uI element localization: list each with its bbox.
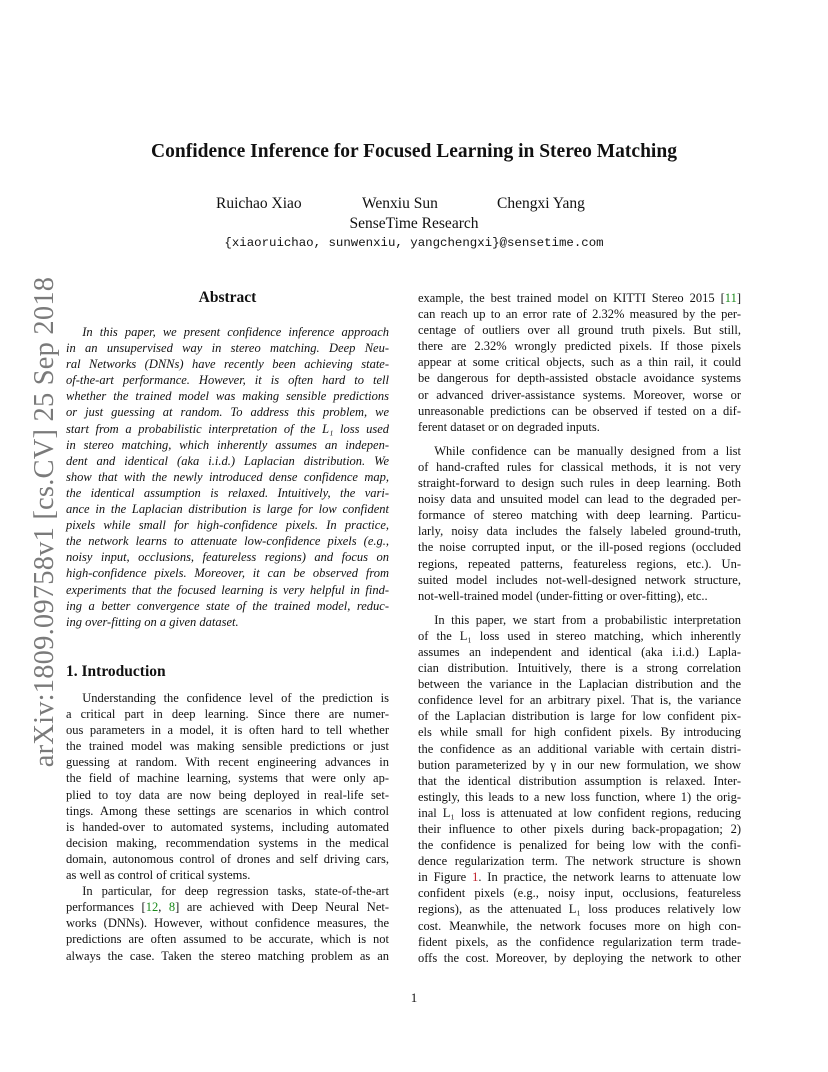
text-span: , [158,900,169,915]
text-line: formance of stereo matching with deep learning. Particu- [418,508,741,523]
text-line: show that with the newly introduced dense confidence map, [66,469,389,484]
text-line: works (DNNs). However, without confidence measures, the [66,916,389,931]
abstract-heading: Abstract [198,289,257,306]
text-line: suited model includes not-well-designed network structure, [418,572,741,587]
text-line: confidence level for an arbitrary pixel. That is, the variance [418,693,741,708]
text-line: that the identical distribution assumption is relaxed. Inter- [418,773,741,788]
text-line: In this paper, we present confidence inference approach [82,325,389,339]
text-line: ous parameters in a model, it is often hard to tell whether [66,723,389,738]
text-line: dence regularization term. The network structure is shown [418,854,741,869]
text-line: predictions are often assumed to be accurate, which is not [66,932,389,947]
text-line: regions), as the attenuated L₁ loss produces relatively low [418,902,741,917]
text-span: ] [736,291,741,305]
text-line: dent and identical (aka i.i.d.) Laplacian distribution. We [66,453,389,468]
text-span: in Figure [418,870,473,885]
right-column [418,290,741,966]
intro-paragraph-2 [66,883,389,963]
text-line: of the L₁ loss used in stereo matching, which inherently [418,628,741,643]
text-line: cost. Meanwhile, the network focuses more on high con- [418,918,741,933]
text-line: regions, repeated patterns, featureless regions, etc.). Un- [418,556,741,571]
right-paragraph-3 [418,612,741,966]
text-line: as well as control of critical systems. [66,868,251,883]
text-line: of the Laplacian distribution is large for low confident pix- [418,709,741,724]
citation-link[interactable]: 11 [724,291,737,305]
text-line: tings. Among these settings are scenarios in which control [66,803,389,818]
page-number: 1 [410,990,418,1005]
paper-title: Confidence Inference for Focused Learning in Stereo Matching [151,141,677,162]
citation-link[interactable]: 12 [145,900,159,915]
abstract-paragraph [66,324,389,630]
text-line: there are 2.32% wrongly predicted pixels. If those pixels [418,339,741,354]
text-line: assumes an independent and identical (aka i.i.d.) Lapla- [418,644,741,659]
author-2: Wenxiu Sun [362,195,438,212]
text-line [418,290,741,306]
section-heading-introduction: 1. Introduction [66,663,166,680]
author-3: Chengxi Yang [497,195,585,212]
text-line: decision making, recommendation systems in the medical [66,835,389,850]
text-span: performances [ [66,900,146,915]
author-emails: {xiaoruichao, sunwenxiu, yangchengxi}@sensetime.com [224,236,604,250]
right-paragraph-1 [418,290,741,435]
text-line: the network learns to attenuate low-confidence pixels (e.g., [66,534,389,549]
text-span: example, the best trained model on KITTI Stereo 2015 [ [418,291,725,305]
text-line: ance in the Laplacian distribution is large for low confident [66,502,389,517]
text-line: inal L₁ loss is attenuated at low confident regions, reducing [418,805,741,820]
text-line: their influence to other pixels during back-propagation; 2) [418,822,741,836]
text-line: ferent dataset or on degraded inputs. [418,419,600,434]
text-line: unreasonable predictions can be observed if tested on a dif- [418,403,741,418]
abstract-body [66,324,389,630]
text-line: guessing at random. With recent engineering advances in [66,755,389,770]
text-line: straight-forward to design such rules in deep learning. Both [418,476,741,491]
text-line: larly, noisy data includes the falsely labeled ground-truth, [418,524,741,539]
text-line: high-confidence pixels. Moreover, it can be observed from [66,566,389,581]
arxiv-sidebar: arXiv:1809.09758v1 [cs.CV] 25 Sep 2018 [29,276,60,768]
text-line: While confidence can be manually designed from a list [434,443,741,458]
text-line: bution parameterized by γ in our new formulation, we show [418,757,741,772]
citation-link[interactable]: 8 [168,900,176,915]
text-line: between the variance in the Laplacian distribution and the [418,677,741,692]
text-line: or advanced driver-assistance systems. Moreover, worse or [418,387,741,402]
text-line: in stereo matching, which inherently assumes an indepen- [66,437,389,452]
text-line [66,899,389,915]
text-line: Understanding the confidence level of the prediction is [82,691,389,705]
text-line: In this paper, we start from a probabilistic interpretation [434,612,741,627]
text-line: plied to toy data are now being deployed in real-life set- [66,787,389,802]
text-line: pixels while small for high-confidence pixels. In practice, [66,518,389,533]
intro-paragraph-1 [66,690,389,883]
text-line: a critical part in deep learning. Since there are numer- [66,707,389,722]
text-line: domain, autonomous control of drones and self driving cars, [66,851,389,866]
text-line: els while small for high confident pixels. By introducing [418,725,741,740]
text-line: the noise corrupted input, or the ill-posed regions (occluded [418,540,741,555]
text-line: experiments that the focused learning is very helpful in find- [66,582,389,597]
affiliation: SenseTime Research [349,215,479,232]
text-line: always the case. Taken the stereo matching problem as an [66,948,389,963]
text-line: fident pixels, as the confidence regularization term trade- [418,934,741,949]
text-line: in an unsupervised way in stereo matching. Deep Neu- [66,341,389,356]
text-line: the field of machine learning, systems that were only ap- [66,771,389,786]
text-line: cian distribution. Intuitively, there is a strong correlation [418,661,741,676]
text-line: of hand-crafted rules for classical methods, it is not very [418,459,741,474]
text-span: . In practice, the network learns to attenuate low [478,870,741,885]
text-span: ] are achieved with Deep Neural Net- [175,900,390,915]
text-line: confident pixels (e.g., noisy input, occlusions, featureless [418,886,741,901]
text-line: ing a better convergence state of the trained model, reduc- [66,598,389,613]
author-1: Ruichao Xiao [216,195,302,212]
text-line: ing over-fitting on a given dataset. [66,614,239,629]
text-line: or just guessing at random. To address this problem, we [66,405,389,420]
text-line: the confidence as an additional variable with certain distri- [418,741,741,756]
figure-link[interactable]: 1 [472,870,479,885]
text-line: In particular, for deep regression tasks, state-of-the-art [82,884,389,899]
text-line: not-well-trained model (under-fitting or over-fitting), etc.. [418,588,708,603]
text-line: can reach up to an error rate of 2.32% measured by the per- [418,307,741,322]
text-line: estingly, this leads to a new loss function, where 1) the orig- [418,789,741,804]
text-line: start from a probabilistic interpretation of the L₁ loss used [66,421,389,436]
text-line: of-the-art performance. However, it is often hard to tell [66,373,389,388]
text-line: the trained model was making sensible predictions or just [66,739,389,754]
text-line: noisy data and unsuited model can lead to the degraded per- [418,492,741,507]
right-paragraph-2 [418,443,741,604]
text-line: noisy input, occlusions, featureless regions) and focus on [66,550,389,565]
intro-body [66,690,389,964]
text-line: whether the trained model was making sensible predictions [66,389,389,404]
text-line: offs the cost. Moreover, by deploying the network to other [418,950,741,965]
text-line [418,869,741,885]
text-line: the confidence is penalized for being low with the confi- [418,838,741,853]
text-line: the identical assumption is relaxed. Intuitively, the vari- [66,485,389,500]
text-line: ral Networks (DNNs) have recently been achieving state- [66,357,389,372]
text-line: be dangerous for depth-assisted obstacle avoidance systems [418,371,741,386]
text-line: is handed-over to automated systems, including automated [66,819,389,834]
text-line: centage of outliers over all ground truth pixels. But still, [418,323,741,338]
text-line: appear at some critical objects, such as a thin rail, it could [418,355,741,370]
